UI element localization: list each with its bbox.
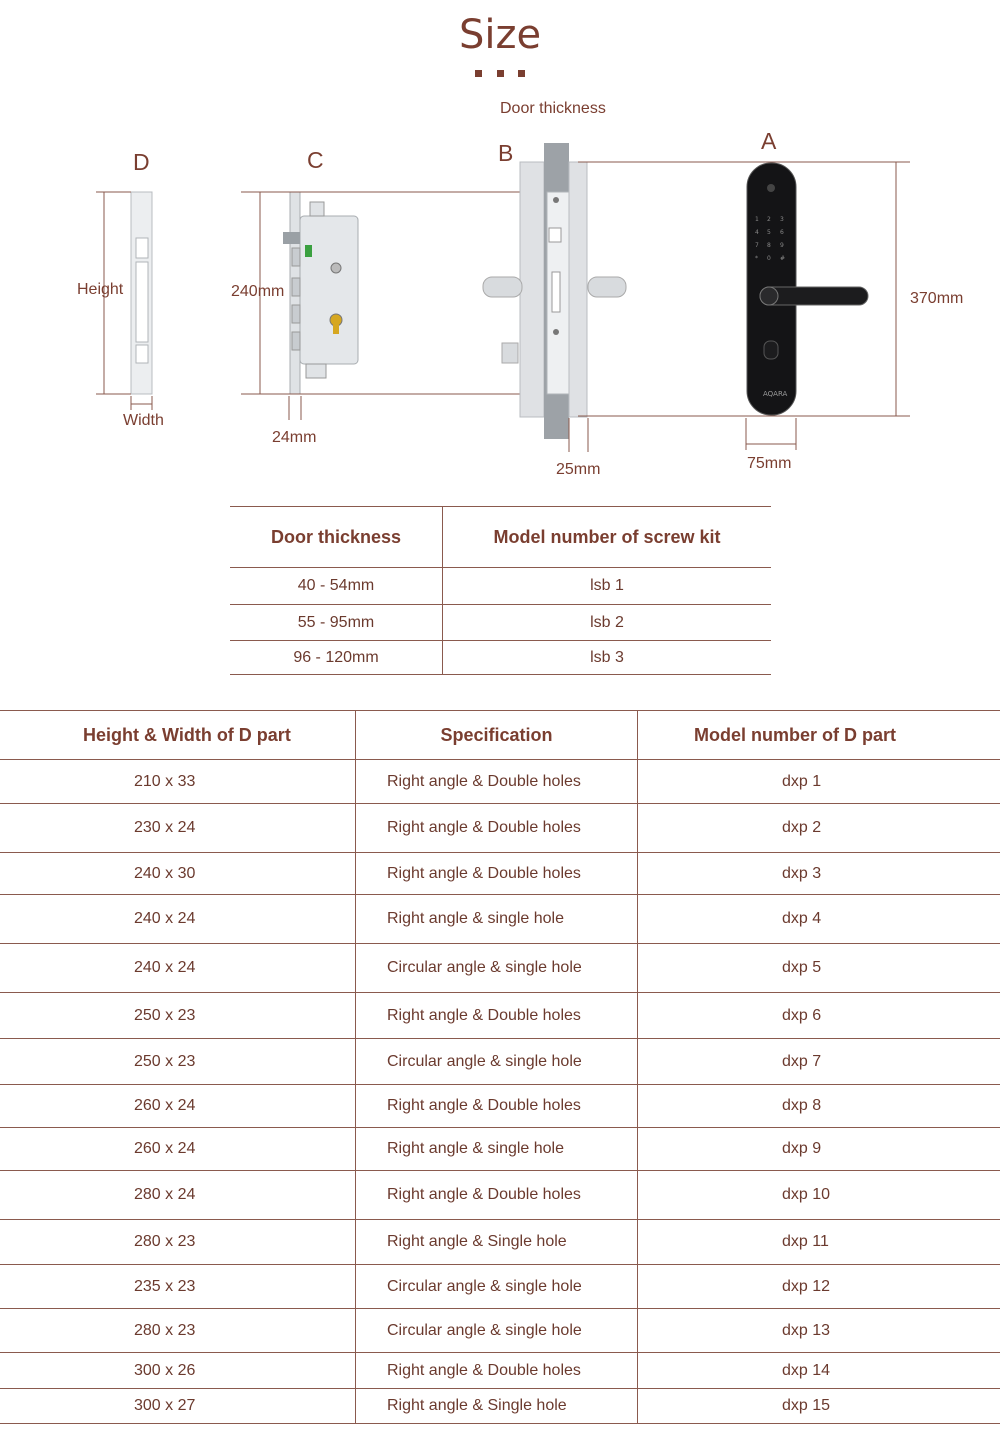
b-dimension-lines bbox=[569, 162, 910, 452]
table-row bbox=[0, 1353, 1000, 1389]
size-cell: 260 x 24 bbox=[0, 1085, 356, 1127]
size-cell: 300 x 27 bbox=[0, 1389, 356, 1423]
table-header-row bbox=[230, 507, 771, 568]
table-row bbox=[230, 605, 771, 641]
size-cell: 210 x 33 bbox=[0, 760, 356, 803]
specification-cell: Right angle & Double holes bbox=[356, 853, 638, 894]
table-row bbox=[0, 1220, 1000, 1265]
size-cell: 235 x 23 bbox=[0, 1265, 356, 1308]
model-cell: dxp 7 bbox=[782, 1052, 822, 1070]
size-cell: 240 x 30 bbox=[0, 853, 356, 894]
svg-text:9: 9 bbox=[780, 242, 784, 249]
table-header-row bbox=[0, 711, 1000, 760]
model-cell: dxp 11 bbox=[782, 1233, 829, 1250]
specification-cell: Right angle & single hole bbox=[356, 1128, 638, 1170]
table-row bbox=[0, 1128, 1000, 1171]
column-header: Specification bbox=[356, 711, 638, 759]
table-row bbox=[0, 804, 1000, 853]
svg-text:1: 1 bbox=[755, 216, 759, 223]
model-cell: dxp 4 bbox=[782, 910, 822, 927]
model-cell: dxp 9 bbox=[782, 1140, 822, 1157]
screw-kit-model-cell: lsb 2 bbox=[590, 613, 624, 631]
size-cell: 280 x 23 bbox=[0, 1309, 356, 1352]
svg-text:#: # bbox=[780, 255, 786, 262]
svg-text:6: 6 bbox=[780, 229, 784, 236]
d-strike-plate-illustration bbox=[131, 192, 152, 394]
model-cell: dxp 1 bbox=[782, 772, 822, 790]
specification-cell: Right angle & Double holes bbox=[356, 760, 638, 803]
specification-cell: Right angle & Double holes bbox=[356, 1353, 638, 1388]
size-cell: 240 x 24 bbox=[0, 944, 356, 992]
table-row bbox=[0, 1265, 1000, 1309]
c-width-label: 24mm bbox=[272, 429, 317, 446]
a-height-label: 370mm bbox=[910, 290, 964, 307]
specification-cell: Right angle & single hole bbox=[356, 895, 638, 943]
screw-kit-model-cell: lsb 3 bbox=[590, 648, 624, 666]
model-cell: dxp 5 bbox=[782, 959, 822, 976]
column-header: Door thickness bbox=[230, 507, 443, 567]
specification-cell: Right angle & Double holes bbox=[356, 993, 638, 1038]
part-letter-a: A bbox=[761, 128, 777, 154]
lock-brand-text: AQARA bbox=[763, 390, 788, 398]
screw-kit-table bbox=[230, 506, 771, 675]
size-cell: 240 x 24 bbox=[0, 895, 356, 943]
column-header: Model number of screw kit bbox=[493, 526, 721, 547]
part-letter-b: B bbox=[498, 140, 514, 166]
model-cell: dxp 14 bbox=[782, 1361, 831, 1379]
b-door-section-illustration bbox=[483, 143, 626, 439]
svg-text:3: 3 bbox=[780, 216, 784, 223]
column-header: Height & Width of D part bbox=[0, 711, 356, 759]
page-title: Size bbox=[458, 12, 542, 58]
table-row bbox=[0, 853, 1000, 895]
specification-cell: Circular angle & single hole bbox=[356, 944, 638, 992]
door-thickness-cell: 55 - 95mm bbox=[230, 605, 443, 640]
d-part-table bbox=[0, 710, 1000, 1424]
model-cell: dxp 15 bbox=[782, 1397, 831, 1414]
d-width-label: Width bbox=[123, 412, 164, 429]
model-cell: dxp 12 bbox=[782, 1277, 831, 1295]
screw-kit-model-cell: lsb 1 bbox=[590, 577, 624, 594]
d-height-label: Height bbox=[77, 281, 124, 298]
svg-text:8: 8 bbox=[767, 242, 771, 249]
c-mortise-illustration bbox=[283, 192, 358, 394]
svg-text:0: 0 bbox=[767, 255, 771, 262]
specification-cell: Right angle & Double holes bbox=[356, 1085, 638, 1127]
table-row bbox=[0, 1389, 1000, 1424]
svg-text:5: 5 bbox=[767, 229, 771, 236]
svg-text:2: 2 bbox=[767, 216, 771, 223]
a-smart-lock-illustration bbox=[747, 163, 868, 415]
specification-cell: Right angle & Single hole bbox=[356, 1220, 638, 1264]
door-thickness-cell: 96 - 120mm bbox=[230, 641, 443, 674]
model-cell: dxp 3 bbox=[782, 864, 822, 882]
size-cell: 250 x 23 bbox=[0, 993, 356, 1038]
table-row bbox=[0, 895, 1000, 944]
specification-cell: Right angle & Double holes bbox=[356, 804, 638, 852]
table-row bbox=[230, 641, 771, 675]
specification-cell: Right angle & Single hole bbox=[356, 1389, 638, 1423]
size-cell: 230 x 24 bbox=[0, 804, 356, 852]
size-cell: 280 x 23 bbox=[0, 1220, 356, 1264]
size-cell: 280 x 24 bbox=[0, 1171, 356, 1219]
size-cell: 300 x 26 bbox=[0, 1353, 356, 1388]
table-row bbox=[0, 1085, 1000, 1128]
table-row bbox=[0, 944, 1000, 993]
c-dimension-lines bbox=[241, 192, 556, 420]
specification-cell: Circular angle & single hole bbox=[356, 1039, 638, 1084]
table-row bbox=[0, 1039, 1000, 1085]
table-row bbox=[0, 993, 1000, 1039]
b-width-label: 25mm bbox=[556, 461, 601, 478]
model-cell: dxp 2 bbox=[782, 819, 822, 836]
door-thickness-label: Door thickness bbox=[500, 100, 606, 117]
size-cell: 260 x 24 bbox=[0, 1128, 356, 1170]
column-header: Model number of D part bbox=[694, 724, 896, 745]
table-row bbox=[0, 760, 1000, 804]
specification-cell: Right angle & Double holes bbox=[356, 1171, 638, 1219]
specification-cell: Circular angle & single hole bbox=[356, 1265, 638, 1308]
size-cell: 250 x 23 bbox=[0, 1039, 356, 1084]
model-cell: dxp 6 bbox=[782, 1006, 822, 1024]
door-thickness-cell: 40 - 54mm bbox=[230, 568, 443, 604]
table-row bbox=[0, 1309, 1000, 1353]
c-height-label: 240mm bbox=[231, 283, 285, 300]
table-row bbox=[0, 1171, 1000, 1220]
model-cell: dxp 8 bbox=[782, 1097, 822, 1114]
table-row bbox=[230, 568, 771, 605]
svg-text:4: 4 bbox=[755, 229, 759, 236]
part-letter-d: D bbox=[133, 149, 150, 175]
svg-text:*: * bbox=[755, 255, 758, 262]
a-width-label: 75mm bbox=[747, 455, 792, 472]
specification-cell: Circular angle & single hole bbox=[356, 1309, 638, 1352]
model-cell: dxp 13 bbox=[782, 1321, 831, 1339]
model-cell: dxp 10 bbox=[782, 1186, 831, 1203]
part-letter-c: C bbox=[307, 147, 324, 173]
svg-text:7: 7 bbox=[755, 242, 759, 249]
